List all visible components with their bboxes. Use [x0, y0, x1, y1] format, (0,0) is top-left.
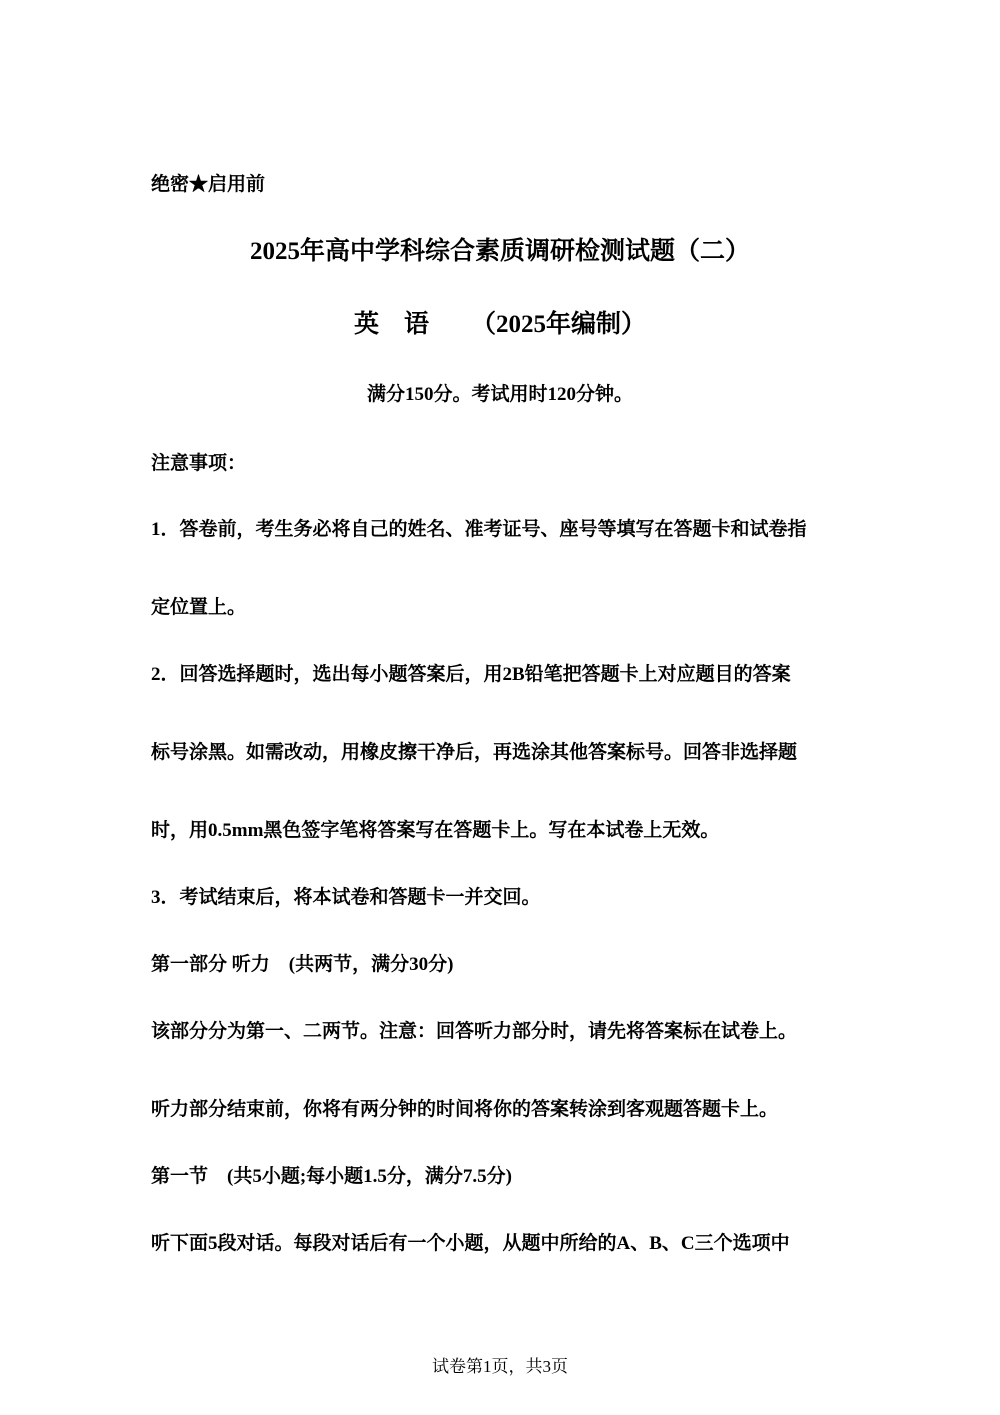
part1-intro-line: 听力部分结束前，你将有两分钟的时间将你的答案转涂到客观题答题卡上。	[151, 1099, 779, 1120]
score-time: 满分150分。考试用时120分钟。	[366, 384, 633, 405]
note-line: 时，用0.5mm黑色签字笔将答案写在答题卡上。写在本试卷上无效。	[151, 820, 720, 841]
section1-heading: 第一节 (共5小题;每小题1.5分，满分7.5分)	[151, 1166, 512, 1187]
part1-intro-line: 该部分分为第一、二两节。注意：回答听力部分时，请先将答案标在试卷上。	[151, 1021, 798, 1042]
note-line: 定位置上。	[151, 597, 247, 618]
exam-title: 2025年高中学科综合素质调研检测试题（二）	[249, 238, 750, 265]
subject-line	[0, 309, 1000, 341]
note-line: 3．考试结束后，将本试卷和答题卡一并交回。	[151, 887, 541, 908]
part1-heading: 第一部分 听力 (共两节，满分30分)	[151, 954, 454, 975]
note-line: 标号涂黑。如需改动，用橡皮擦干净后，再选涂其他答案标号。回答非选择题	[151, 742, 798, 763]
note-line: 1．答卷前，考生务必将自己的姓名、准考证号、座号等填写在答题卡和试卷指	[151, 519, 807, 540]
page-footer: 试卷第1页，共3页	[432, 1357, 568, 1376]
notes-heading: 注意事项：	[151, 453, 247, 474]
subject-note: （2025年编制）	[471, 311, 647, 338]
subject-name: 英 语	[353, 311, 429, 338]
note-line: 2．回答选择题时，选出每小题答案后，用2B铅笔把答题卡上对应题目的答案	[151, 664, 791, 685]
confidential-label: 绝密★启用前	[151, 174, 266, 195]
section1-intro: 听下面5段对话。每段对话后有一个小题，从题中所给的A、B、C三个选项中	[151, 1233, 790, 1254]
